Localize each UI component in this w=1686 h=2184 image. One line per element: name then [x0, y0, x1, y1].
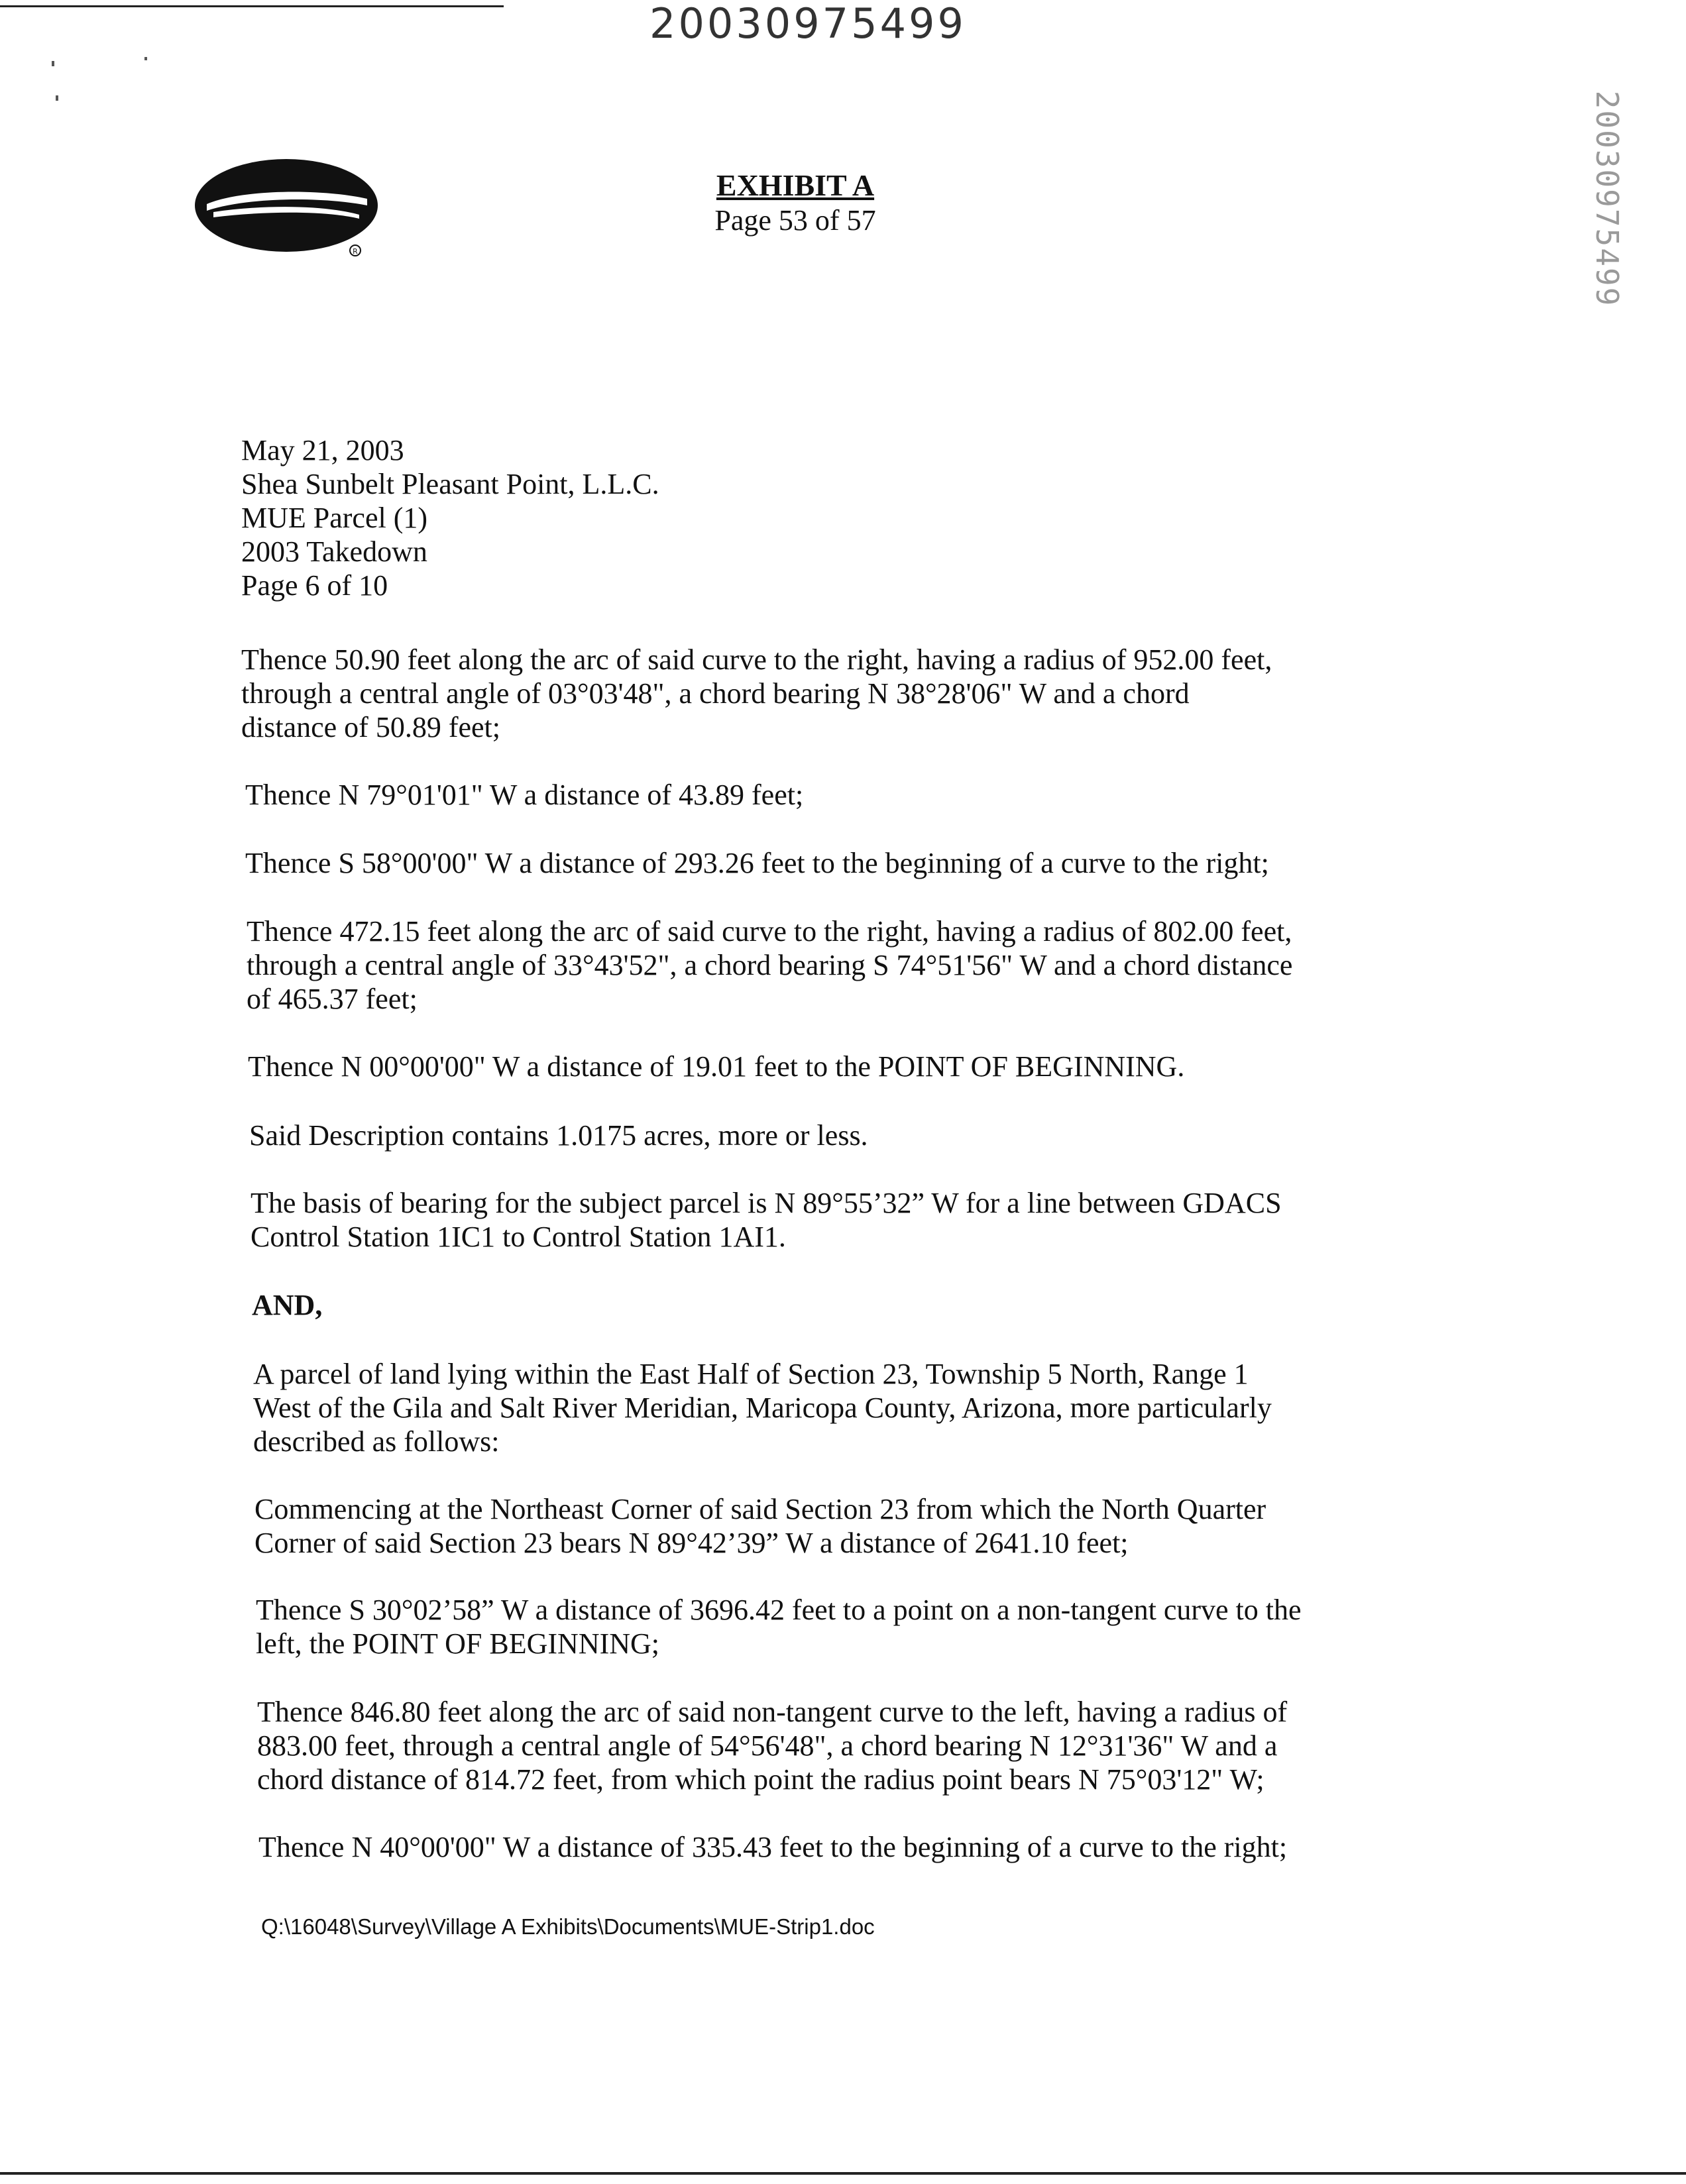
internal-page-number: Page 6 of 10: [241, 569, 388, 602]
text-line: Thence 472.15 feet along the arc of said curve to the right, having a radius of 802.00 feet,: [247, 915, 1292, 948]
text-line: 883.00 feet, through a central angle of 54°56'48", a chord bearing N 12°31'36" W and a: [257, 1729, 1278, 1762]
text-line: of 465.37 feet;: [247, 983, 418, 1015]
text-line: Said Description contains 1.0175 acres, more or less.: [249, 1119, 868, 1152]
paragraph: [251, 1186, 1282, 1254]
paragraph: [245, 778, 803, 812]
company-logo: [194, 158, 386, 267]
document-date: May 21, 2003: [241, 434, 404, 466]
text-line: Thence 846.80 feet along the arc of said non-tangent curve to the left, having a radius of: [257, 1696, 1288, 1728]
and-heading: AND,: [252, 1289, 323, 1321]
takedown-label: 2003 Takedown: [241, 535, 427, 568]
paragraph: [258, 1830, 1287, 1864]
top-rule: [0, 5, 504, 7]
paragraph: [253, 1357, 1272, 1458]
parcel-name: MUE Parcel (1): [241, 502, 428, 534]
text-line: through a central angle of 33°43'52", a chord bearing S 74°51'56" W and a chord distance: [247, 949, 1293, 981]
text-line: West of the Gila and Salt River Meridian, Maricopa County, Arizona, more particularly: [253, 1392, 1272, 1424]
paragraph: [254, 1492, 1266, 1560]
text-line: left, the POINT OF BEGINNING;: [256, 1627, 660, 1660]
text-line: Thence S 58°00'00" W a distance of 293.26 feet to the beginning of a curve to the right;: [245, 847, 1269, 879]
text-line: Commencing at the Northeast Corner of said Section 23 from which the North Quarter: [254, 1493, 1266, 1525]
text-line: Thence S 30°02’58” W a distance of 3696.42 feet to a point on a non-tangent curve to the: [256, 1594, 1302, 1626]
paragraph: [256, 1593, 1302, 1661]
text-line: A parcel of land lying within the East Half of Section 23, Township 5 North, Range 1: [253, 1358, 1249, 1390]
paragraph: [257, 1695, 1287, 1796]
text-line: distance of 50.89 feet;: [241, 711, 500, 743]
text-line: The basis of bearing for the subject parcel is N 89°55’32” W for a line between GDACS: [251, 1187, 1282, 1219]
svg-text:R: R: [353, 247, 358, 256]
text-line: Thence 50.90 feet along the arc of said curve to the right, having a radius of 952.00 feet,: [241, 643, 1272, 676]
text-line: Thence N 40°00'00" W a distance of 335.43 feet to the beginning of a curve to the right;: [258, 1831, 1288, 1863]
paragraph: [247, 914, 1292, 1016]
text-line: Corner of said Section 23 bears N 89°42’39” W a distance of 2641.10 feet;: [254, 1527, 1129, 1559]
paragraph: [241, 643, 1272, 744]
paragraph: [249, 1119, 868, 1152]
text-line: Thence N 00°00'00" W a distance of 19.01 feet to the POINT OF BEGINNING.: [248, 1050, 1185, 1083]
text-line: Control Station 1IC1 to Control Station 1AI1.: [251, 1221, 786, 1253]
document-info-block: [241, 433, 659, 602]
paragraph: [245, 846, 1269, 880]
footer-file-path: Q:\16048\Survey\Village A Exhibits\Documents\MUE-Strip1.doc: [261, 1914, 875, 1939]
side-stamp: 20030975499: [1589, 90, 1625, 307]
text-line: chord distance of 814.72 feet, from which point the radius point bears N 75°03'12" W;: [257, 1763, 1264, 1796]
document-number: 20030975499: [649, 0, 966, 48]
company-name: Shea Sunbelt Pleasant Point, L.L.C.: [241, 468, 659, 500]
exhibit-page-number: Page 53 of 57: [714, 204, 876, 237]
text-line: through a central angle of 03°03'48", a chord bearing N 38°28'06" W and a chord: [241, 677, 1190, 710]
text-line: Thence N 79°01'01" W a distance of 43.89 feet;: [245, 779, 804, 811]
exhibit-title: EXHIBIT A: [716, 168, 875, 202]
paragraph: [248, 1050, 1184, 1083]
bottom-rule: [0, 2172, 1686, 2175]
text-line: described as follows:: [253, 1425, 500, 1458]
